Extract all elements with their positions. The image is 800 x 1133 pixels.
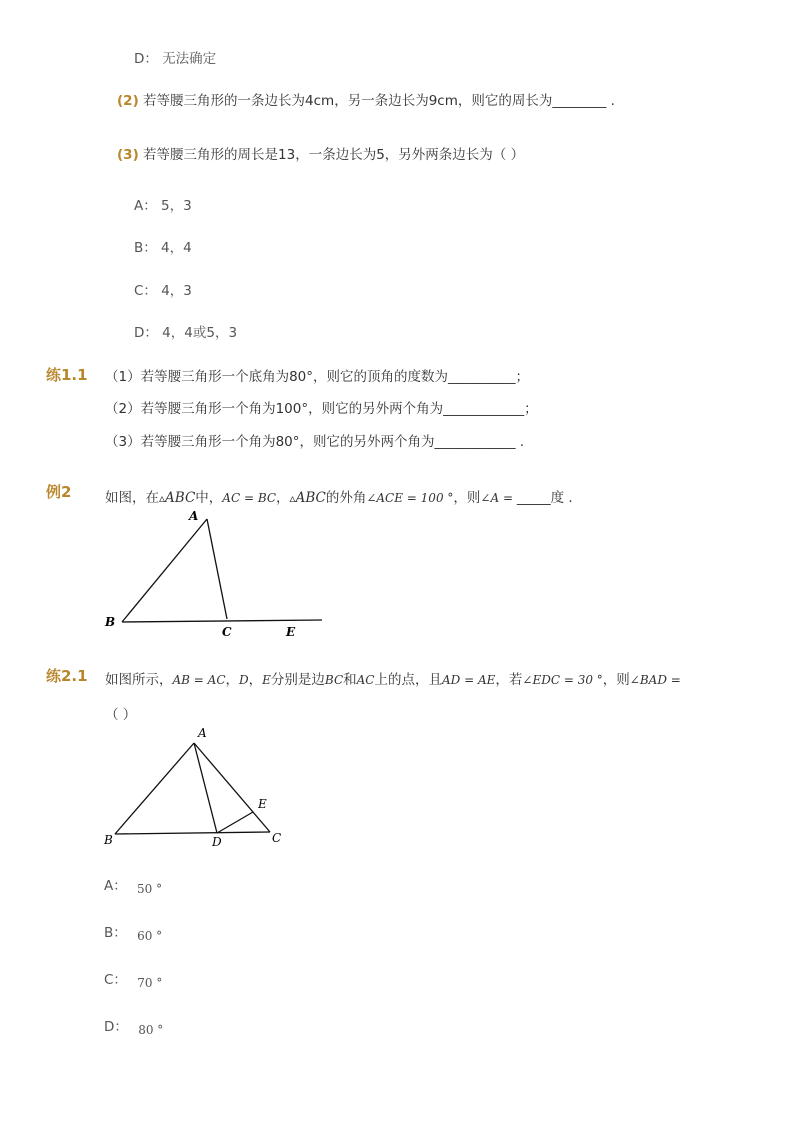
math: ABC bbox=[295, 490, 326, 506]
text: ，则 bbox=[602, 672, 630, 688]
option-b[interactable] bbox=[104, 921, 162, 941]
text: ， bbox=[248, 672, 263, 688]
text: 如图所示， bbox=[105, 672, 173, 688]
math: AC = BC bbox=[222, 491, 277, 505]
example-question bbox=[105, 486, 573, 506]
segment-ab bbox=[115, 743, 194, 834]
example-label: 例2 bbox=[46, 483, 72, 501]
point-label-b: B bbox=[104, 833, 113, 847]
point-label-a: A bbox=[189, 509, 199, 523]
segment-be bbox=[122, 620, 322, 622]
question-number: (2) bbox=[117, 93, 139, 109]
math: BC bbox=[324, 673, 344, 687]
segment-de bbox=[217, 812, 253, 833]
q1-option-d[interactable]: D： 无法确定 bbox=[134, 51, 217, 67]
point-label-e: E bbox=[258, 797, 267, 811]
point-label-e: E bbox=[286, 625, 296, 639]
text: 分别是边 bbox=[270, 672, 325, 688]
text: 度 . bbox=[550, 490, 573, 506]
question-text: 若等腰三角形的周长是13，一条边长为5，另外两条边长为（ ） bbox=[143, 147, 525, 163]
text: 如图，在 bbox=[105, 490, 159, 506]
math: AD = AE bbox=[442, 673, 496, 687]
option-letter: A： bbox=[104, 878, 127, 894]
question-text: 若等腰三角形的一条边长为4cm，另一条边长为9cm，则它的周长为________ . bbox=[143, 93, 615, 109]
answer-blank[interactable]: _____ bbox=[516, 490, 551, 506]
math: AC bbox=[356, 673, 375, 687]
text: 和 bbox=[343, 672, 357, 688]
point-label-a: A bbox=[198, 726, 207, 740]
point-label-c: C bbox=[272, 831, 282, 845]
option-a[interactable] bbox=[104, 874, 162, 894]
math: ∠ACE = 100 ° bbox=[366, 491, 454, 505]
segment-ac bbox=[207, 519, 227, 619]
option-value: 70 ° bbox=[137, 976, 163, 990]
option-letter: C： bbox=[104, 972, 127, 988]
option-letter: D： bbox=[104, 1019, 128, 1035]
segment-ab bbox=[122, 519, 207, 622]
option-letter: B： bbox=[104, 925, 127, 941]
point-label-d: D bbox=[212, 835, 222, 849]
text: 中， bbox=[195, 490, 223, 506]
math: E bbox=[262, 673, 271, 687]
point-label-c: C bbox=[222, 625, 232, 639]
q3-option-a[interactable]: A： 5，3 bbox=[134, 198, 192, 214]
point-label-b: B bbox=[105, 615, 116, 629]
text: ，则 bbox=[453, 490, 481, 506]
math: ∠BAD = bbox=[629, 673, 681, 687]
question-number: (3) bbox=[117, 147, 139, 163]
triangle-figure-abc bbox=[100, 505, 330, 645]
exercise-label: 练1.1 bbox=[46, 366, 88, 384]
text: 的外角 bbox=[325, 490, 367, 506]
text: ， bbox=[276, 490, 290, 506]
math: ABC bbox=[165, 490, 196, 506]
segment-bc bbox=[115, 832, 270, 834]
q3-option-d[interactable]: D： 4，4或5，3 bbox=[134, 325, 238, 341]
triangle-figure-abcde bbox=[100, 723, 300, 853]
triangle-symbol: ▵ bbox=[289, 491, 296, 505]
text: 上的点，且 bbox=[374, 672, 442, 688]
option-value: 60 ° bbox=[137, 929, 163, 943]
math: ∠EDC = 30 ° bbox=[522, 673, 603, 687]
option-value: 50 ° bbox=[137, 882, 163, 896]
math: D bbox=[239, 673, 249, 687]
exercise-question bbox=[105, 668, 681, 688]
triangle-symbol: ▵ bbox=[159, 491, 166, 505]
option-d[interactable] bbox=[104, 1015, 163, 1035]
q3-option-c[interactable]: C： 4，3 bbox=[134, 283, 192, 299]
text: ，若 bbox=[495, 672, 523, 688]
math: AB = AC bbox=[172, 673, 226, 687]
option-value: 80 ° bbox=[138, 1023, 164, 1037]
exercise-label: 练2.1 bbox=[46, 667, 88, 685]
text: ， bbox=[225, 672, 240, 688]
q3-option-b[interactable]: B： 4，4 bbox=[134, 240, 192, 256]
option-c[interactable] bbox=[104, 968, 162, 988]
question-2 bbox=[117, 89, 615, 109]
question-3 bbox=[117, 143, 524, 163]
exercise-line: （3）若等腰三角形一个角为80°，则它的另外两个角为____________ . bbox=[105, 434, 525, 450]
math: ∠A = bbox=[480, 491, 517, 505]
exercise-line: （1）若等腰三角形一个底角为80°，则它的顶角的度数为__________； bbox=[105, 369, 530, 385]
exercise-line: （2）若等腰三角形一个角为100°，则它的另外两个角为____________； bbox=[105, 401, 538, 417]
answer-paren[interactable]: （ ） bbox=[105, 707, 137, 723]
